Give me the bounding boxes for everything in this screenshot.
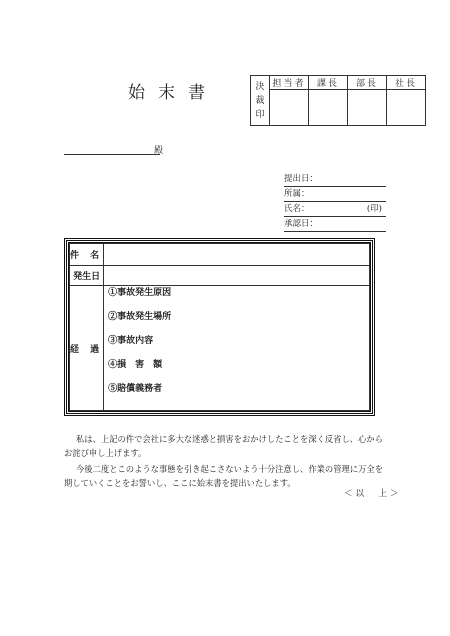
stamp-box-president[interactable] xyxy=(387,90,426,126)
stamp-box-department-head[interactable] xyxy=(348,90,387,126)
addressee-field[interactable] xyxy=(64,144,160,155)
approval-label: 決 裁 印 xyxy=(251,76,270,126)
approval-header-staff: 担当者 xyxy=(270,76,309,90)
process-field[interactable] xyxy=(104,286,370,411)
approval-header-section-chief: 課長 xyxy=(309,76,348,90)
occurrence-date-label: 発生日 xyxy=(70,266,104,286)
name-label: 氏名： xyxy=(284,204,310,214)
process-label: 経 過 xyxy=(70,286,104,411)
stamp-box-staff[interactable] xyxy=(270,90,309,126)
affiliation-label: 所属： xyxy=(284,189,310,199)
stamp-box-section-chief[interactable] xyxy=(309,90,348,126)
closing-mark: ＜以 上＞ xyxy=(344,489,402,499)
subject-field[interactable] xyxy=(104,244,370,266)
apology-paragraph: 私は、上記の件で会社に多大な迷惑と損害をおかけしたことを深く反省し、心からお詫び申し上げます。 xyxy=(64,434,383,458)
approval-date-field[interactable] xyxy=(284,217,386,232)
addressee-suffix: 殿 xyxy=(154,146,164,156)
subject-label: 件 名 xyxy=(70,244,104,266)
submitter-info xyxy=(284,172,386,232)
item-cause: ①事故発生原因 xyxy=(108,288,172,298)
item-details: ③事故内容 xyxy=(108,336,154,346)
item-location: ②事故発生場所 xyxy=(108,312,172,322)
item-liable-party: ⑤賠償義務者 xyxy=(108,384,163,394)
approval-stamp-table xyxy=(250,75,426,126)
incident-table-frame xyxy=(64,238,375,416)
pledge-paragraph: 今後二度とこのような事態を引き起こさないよう十分注意し、作業の管理に万全を期していくことをお誓いし、ここに始末書を提出いたします。 xyxy=(64,464,383,488)
submission-date-label: 提出日： xyxy=(284,174,319,184)
item-damage-amount: ④損 害 額 xyxy=(108,360,163,370)
approval-header-department-head: 部長 xyxy=(348,76,387,90)
affiliation-field[interactable] xyxy=(284,187,386,202)
approval-header-president: 社長 xyxy=(387,76,426,90)
incident-table xyxy=(69,243,370,411)
document-title: 始末書 xyxy=(128,83,218,103)
occurrence-date-field[interactable] xyxy=(104,266,370,286)
submission-date-field[interactable] xyxy=(284,172,386,187)
seal-mark: (印) xyxy=(366,204,382,214)
approval-date-label: 承認日： xyxy=(284,219,319,229)
name-field[interactable] xyxy=(284,202,386,217)
